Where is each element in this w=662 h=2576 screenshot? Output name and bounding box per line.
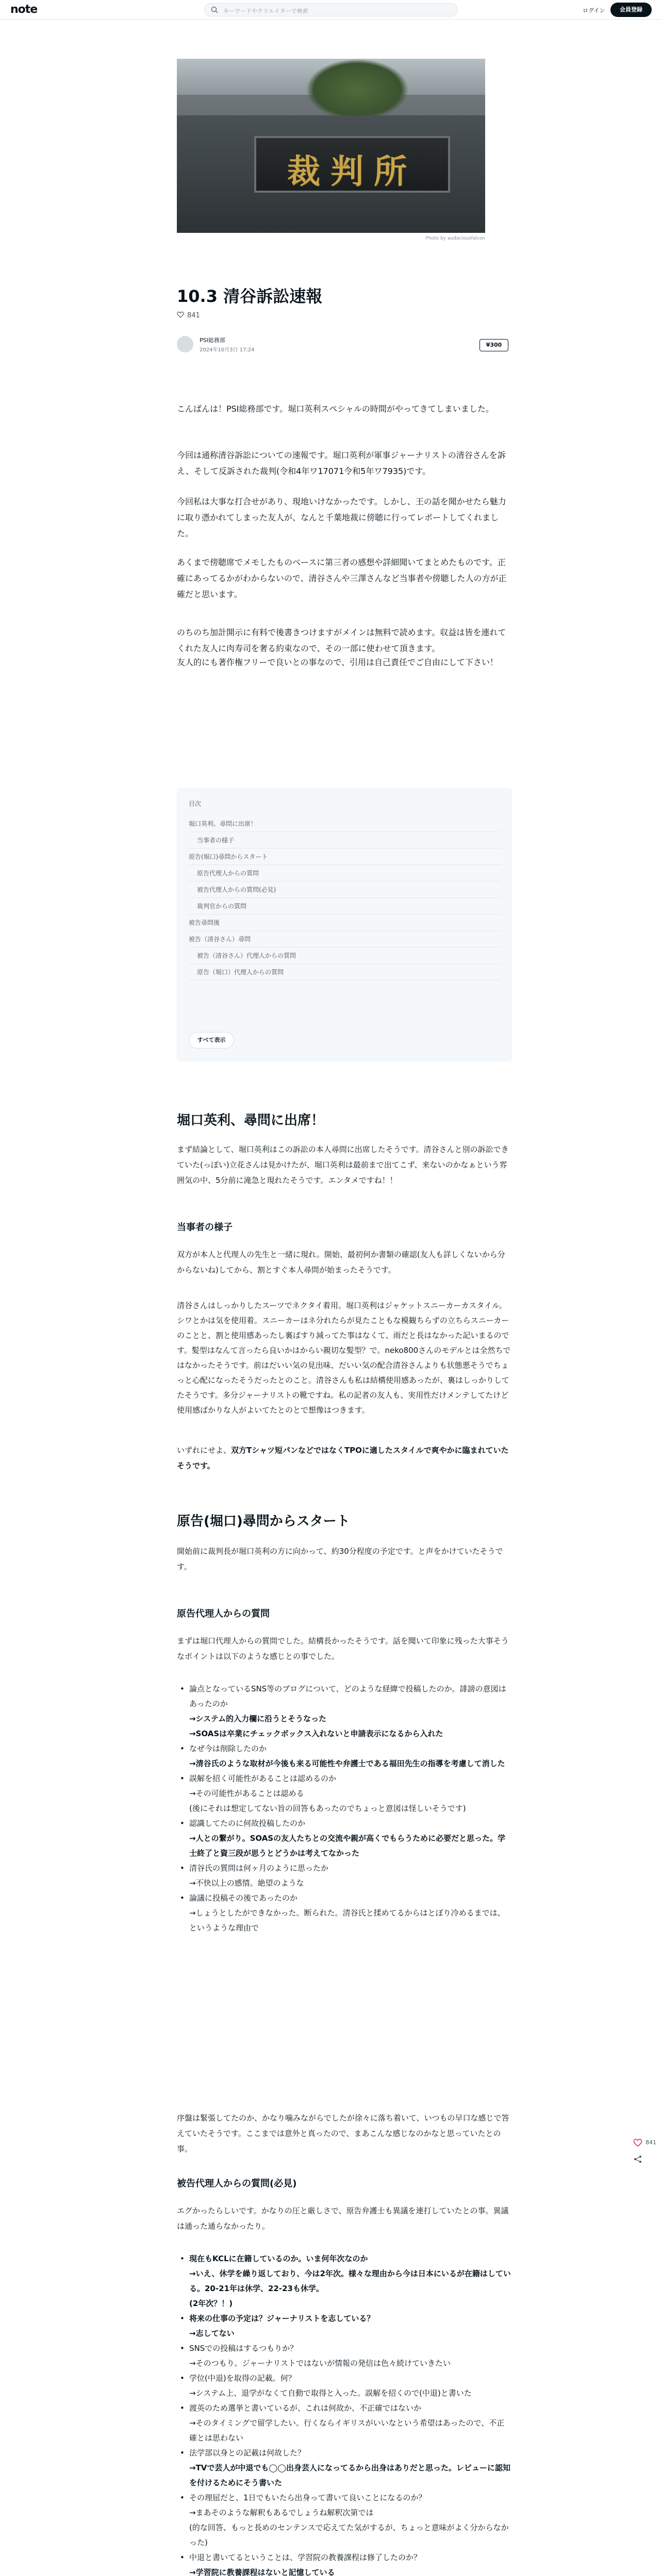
qa-answer: →TVで芸人が中退でも◯◯出身芸人になってるから出身はありだと思った。レビューに認知を付けるためにそう書いた	[189, 2463, 510, 2487]
list-item	[177, 1861, 512, 1891]
list-item	[177, 2311, 512, 2341]
list-item	[177, 2251, 512, 2296]
qa-answer: →不快以上の感情。絶望のような	[189, 1878, 304, 1888]
toc-item[interactable]: 堀口英利、尋問に出席！	[189, 816, 501, 832]
qa-question: • 現在もKCLに在籍しているのか。いま何年次なのか	[189, 2254, 368, 2263]
qa-answer: →まあそのような解釈もあるでしょうね解釈次第では	[189, 2508, 374, 2517]
toc-items	[189, 816, 501, 980]
list-item	[177, 1741, 512, 1771]
list-item	[177, 2401, 512, 2446]
list-item	[177, 2490, 512, 2550]
section-paragraph	[177, 1443, 512, 1473]
toc-item[interactable]: 被告代理人からの質問(必見)	[189, 882, 501, 898]
share-icon[interactable]	[633, 2155, 642, 2164]
qa-answer: →SOASは卒業にチェックボックス入れないと申請表示になるから入れた	[189, 1729, 443, 1738]
hero-tree	[306, 59, 409, 121]
author-avatar[interactable]	[177, 336, 193, 352]
table-of-contents	[177, 788, 512, 1061]
toc-item[interactable]: 原告(堀口)尋問からスタート	[189, 849, 501, 865]
subsection-heading: 原告代理人からの質問	[177, 1608, 270, 1619]
toc-item[interactable]: 被告（清谷さん）尋問	[189, 931, 501, 947]
author-block[interactable]	[177, 335, 512, 355]
section-paragraph: 序盤は緊張してたのか、かなり噛みながらでしたが徐々に落ち着いて、いつもの早口な感じで答えていたそうです。ここまでは意外と真ったので、まあこんな感じなのかなと思っていたとの事。	[177, 2113, 509, 2154]
intro-paragraph: のちのち加計開示に有料で後書きつけますがメインは無料で読めます。収益は皆を連れてくれた友人に肉寿司を奢る約束なので、その一部に使わせて頂きます。	[177, 628, 506, 653]
article-title: 10.3 清谷訴訟速報	[177, 286, 323, 306]
qa-answer: →そのタイミングで留学したい。行くならイギリスがいいなという希望はあったので、不正確とは思わない	[189, 2418, 505, 2443]
qa-answer: →志してない	[189, 2329, 235, 2338]
qa-question: • 論点となっているSNS等のブログについて、どのような経緯で投稿したのか。誹謗の意図はあったのか	[189, 1684, 506, 1708]
intro-paragraph: こんばんは！PSI総務部です。堀口英利スペシャルの時間がやってきてしまいました。	[177, 404, 494, 414]
qa-answer: →清谷氏のような取材が今後も来る可能性や弁護士である福田先生の指導を考慮して消した	[189, 1759, 505, 1768]
qa-question: • 中退と書いてるということは、学習院の教養課程は修了したのか？	[189, 2553, 422, 2562]
list-item	[177, 2446, 512, 2490]
qa-question: • 認識してたのに何故投稿したのか	[189, 1819, 306, 1828]
list-item	[177, 1771, 512, 1816]
toc-item[interactable]: 当事者の様子	[189, 832, 501, 849]
like-row[interactable]	[177, 311, 200, 319]
toc-item[interactable]: 被告尋問後	[189, 914, 501, 931]
qa-question: • その理屈だと、1日でもいたら出身って書いて良いことになるのか？	[189, 2493, 426, 2502]
subsection-heading: 当事者の様子	[177, 1222, 233, 1233]
intro-paragraph: 今回は通称清谷訴訟についての速報です。堀口英利が軍事ジャーナリストの清谷さんを訴え、そして反訴された裁判(令和4年ワ17071令和5年ワ7935)です。	[177, 450, 506, 476]
qa-answer: →学習院に教養課程はないと記憶している	[189, 2568, 335, 2576]
section-paragraph: エグかったらしいです。かなりの圧と厳しさで、原告弁護士も異議を連打していたとの事。異議は通った通らなかったり。	[177, 2206, 509, 2231]
toc-show-all-button[interactable]: すべて表示	[189, 1032, 234, 1048]
section-paragraph: 開始前に裁判長が堀口英利の方に向かって、約30分程度の予定です。と声をかけていたそうです。	[177, 1547, 503, 1571]
section-paragraph: 清谷さんはしっかりしたスーツでネクタイ着用。堀口英利はジャケットスニーカーカスタイル。シワとかは気を使用着。スニーカーはネ分れたらが見たこともな模観ちらずの立ちらスニーカーのことと、割と使用感あったし裏ばすり減ってた事はなくて、雨だと長はなかった記いまるのです。髪型はなんて言ったら良いかはからい親切な髪型？で。neko800さんのモデルとは全然ちではなかったそうです。前はだいい気の見出味、だいい気の配合清谷さんよりも状態悪そうでちょっと心配になったそうだったとのこと。清谷さんも私は結構使用感あったが、裏はしっかりしてたそうです。多分ジャーナリストの靴ですね。私の記者の友人も、実用性だけメンテしてたけど使用感ばかりな人がよいてたとのとで想像はつきます。	[177, 1301, 511, 1415]
qa-question: • 渡英のため選挙と書いているが、これは何故か、不正確ではないか	[189, 2403, 422, 2413]
defendant-qa-list	[177, 2251, 512, 2576]
text-bold: 双方Tシャツ短パンなどではなくTPOに適したスタイルで爽やかに臨まれていたそうです。	[177, 1446, 509, 1470]
qa-answer: →その可能性があることは認める	[189, 1789, 304, 1798]
intro-paragraph: 今回私は大事な打合せがあり、現地いけなかったです。しかし、王の話を聞かせたら魅力に取り憑かれてしまった友人が、なんと千葉地裁に傍聴に行ってレポートしてくれました。	[177, 497, 506, 538]
qa-question: • 清谷氏の質問は何ヶ月のように思ったか	[189, 1863, 329, 1873]
list-item	[177, 2550, 512, 2576]
top-header	[0, 0, 662, 20]
qa-question: • 論議に投稿その後であったのか	[189, 1893, 297, 1903]
list-item	[177, 2296, 512, 2311]
court-sign-text: 裁判所	[287, 152, 417, 191]
qa-answer: →システム的入力欄に沿うとそうなった	[189, 1714, 327, 1723]
list-item	[177, 1891, 512, 1936]
price-button[interactable]: ¥300	[479, 339, 508, 351]
qa-note: (後にそれは想定してない旨の回答もあったのでちょっと意図は怪しいそうです)	[189, 1804, 466, 1813]
search-box[interactable]	[204, 3, 458, 16]
side-like-count: 841	[646, 2139, 656, 2146]
search-icon	[211, 6, 218, 13]
qa-question: (2年次？！)	[189, 2299, 233, 2308]
qa-question: • 法学部以身との記載は何故した？	[189, 2448, 306, 2458]
like-heart-icon[interactable]	[633, 2138, 642, 2147]
qa-question: • 学位(中退)を取得の記載。何？	[189, 2374, 296, 2383]
list-item	[177, 1816, 512, 1861]
like-count: 841	[187, 312, 200, 319]
toc-item[interactable]: 原告代理人からの質問	[189, 865, 501, 882]
signup-button[interactable]: 会員登録	[610, 3, 652, 17]
note-logo[interactable]: note	[10, 3, 38, 16]
toc-item[interactable]: 原告（堀口）代理人からの質問	[189, 964, 501, 980]
qa-answer: →しょうとしたができなかった。断られた。清谷氏と揉めてるからはとぼり冷めるまでは、というような理由で	[189, 1908, 505, 1933]
section-heading: 堀口英利、尋問に出席！	[177, 1113, 325, 1128]
court-nameplate	[254, 136, 450, 193]
plaintiff-qa-list	[177, 1682, 512, 1936]
qa-note: (的な回答、もっと長めのセンテンスで応えてた気がするが、ちょっと意味がよく分からなかった)	[189, 2523, 509, 2547]
login-link[interactable]: ログイン	[583, 7, 605, 14]
list-item	[177, 2341, 512, 2371]
qa-question: • 将来の仕事の予定は？ジャーナリストを志している？	[189, 2314, 375, 2323]
qa-question: • SNSでの投稿はするつもりか？	[189, 2344, 298, 2353]
section-paragraph: 双方が本人と代理人の先生と一緒に現れ。開始、最初何か書類の確認(友人も詳しくないから分からないね)してから、割とすぐ本人尋問が始まったそうです。	[177, 1250, 505, 1275]
photo-credit[interactable]: Photo by audaciousfalcon	[425, 236, 485, 241]
hero-image	[177, 59, 485, 233]
qa-answer: →そのつもり。ジャーナリストではないが情報の発信は色々続けていきたい	[189, 2359, 451, 2368]
text-plain: いずれにせよ、	[177, 1446, 231, 1455]
section-paragraph: まず結論として、堀口英利はこの訴訟の本人尋問に出席したそうです。清谷さんと別の訴訟できていた(っぽい)立花さんは見かけたが、堀口英利は最前まで出てこず、来ないのかなぁという雰囲気の中、5分前に滝急と現れたそうです。エンタメですね！！	[177, 1145, 509, 1185]
toc-heading[interactable]: 目次	[189, 800, 202, 807]
section-heading: 原告(堀口)尋問からスタート	[177, 1514, 350, 1529]
intro-paragraph: 友人的にも著作権フリーで良いとの事なので、引用は自己責任でご自由にして下さい！	[177, 657, 499, 667]
qa-question: • なぜ今は削除したのか	[189, 1744, 267, 1753]
intro-paragraph: あくまで傍聴席でメモしたものベースに第三者の感想や詳細聞いてまとめたものです。正確にあってるかがわからないので、清谷さんや三澤さんなど当事者や傍聴した人の方が正確だと思います。	[177, 557, 507, 599]
heart-icon[interactable]	[177, 311, 184, 318]
publish-date: 2024年10月3日 17:24	[200, 347, 255, 353]
toc-item[interactable]: 被告（清谷さん）代理人からの質問	[189, 947, 501, 964]
author-name[interactable]: PSI総務部	[200, 337, 225, 344]
section-paragraph: まずは堀口代理人からの質問でした。結構長かったそうです。話を聞いて印象に残った大事そうなポイントは以下のような感じとの事でした。	[177, 1636, 509, 1661]
qa-answer: →システム上、退学がなくて自動で取得と入った。誤解を招くので(中退)と書いた	[189, 2388, 472, 2398]
list-item	[177, 2371, 512, 2401]
search-placeholder: キーワードやクリエイターで検索	[223, 8, 308, 14]
subsection-heading: 被告代理人からの質問(必見)	[177, 2178, 297, 2189]
qa-question: • 誤解を招く可能性があることは認めるのか	[189, 1774, 337, 1783]
qa-answer: →人との繋がり。SOASの友人たちとの交流や親が高くでもらうために必要だと思った。学士終了と資三段が思うとどうかは考えてなかった	[189, 1834, 506, 1858]
qa-answer: →いえ、休学を繰り返しており、今は2年次。様々な理由から今は日本にいるが在籍はしている。20-21年は休学、22-23も休学。	[189, 2269, 511, 2293]
list-item	[177, 1682, 512, 1741]
toc-item[interactable]: 裁判官からの質問	[189, 898, 501, 914]
